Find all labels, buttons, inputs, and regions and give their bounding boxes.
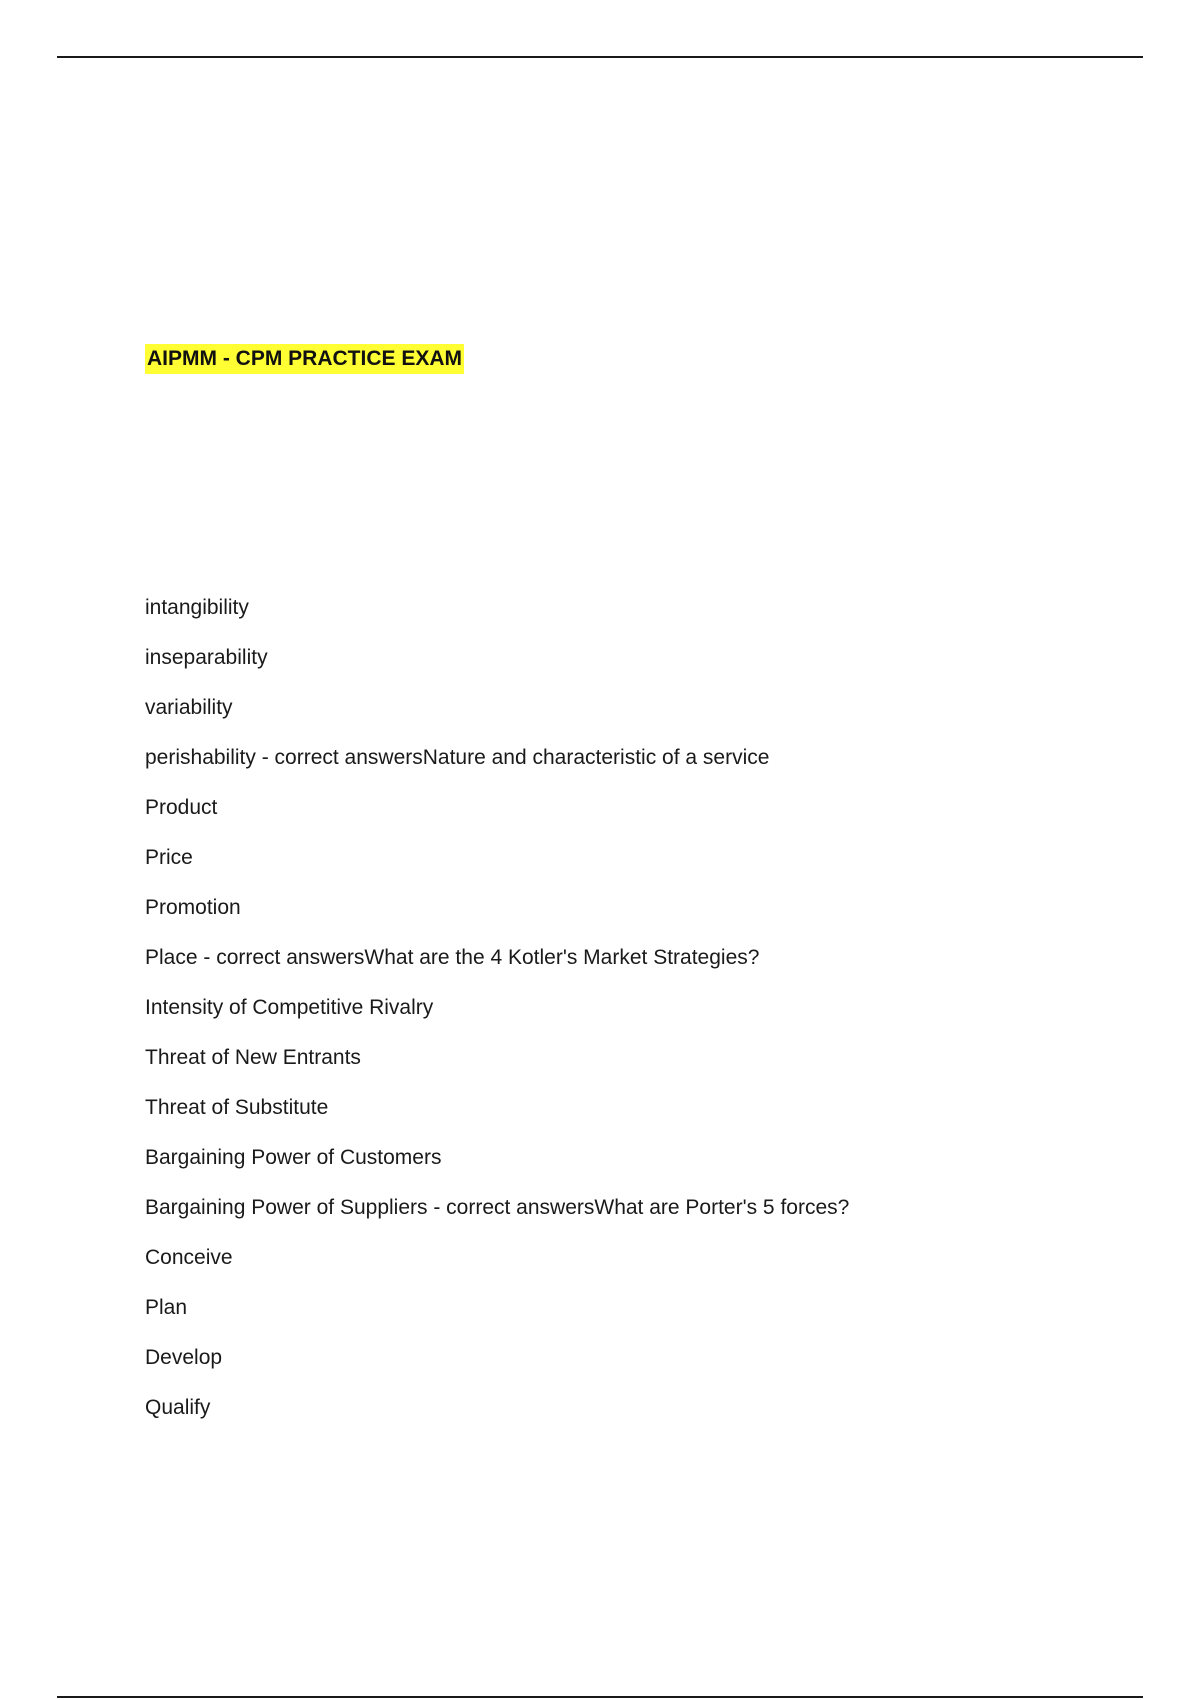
content-lines: [145, 593, 849, 1443]
text-line: Bargaining Power of Customers: [145, 1146, 442, 1169]
text-line: Plan: [145, 1296, 188, 1319]
text-line: Develop: [145, 1346, 223, 1369]
text-line: perishability - correct answersNature and characteristic of a service: [145, 746, 770, 769]
text-line: Promotion: [145, 896, 241, 919]
footer-rule: [57, 1696, 1143, 1698]
header-rule: [57, 56, 1143, 58]
text-line: Bargaining Power of Suppliers - correct answersWhat are Porter's 5 forces?: [145, 1196, 850, 1219]
text-line: Price: [145, 846, 193, 869]
text-line: Threat of New Entrants: [145, 1046, 361, 1069]
text-line: inseparability: [145, 646, 268, 669]
text-line: intangibility: [145, 596, 249, 619]
text-line: Product: [145, 796, 218, 819]
document-title: AIPMM - CPM PRACTICE EXAM: [145, 344, 464, 374]
text-line: Place - correct answersWhat are the 4 Kotler's Market Strategies?: [145, 946, 760, 969]
text-line: Qualify: [145, 1396, 211, 1419]
text-line: Intensity of Competitive Rivalry: [145, 996, 434, 1019]
text-line: Threat of Substitute: [145, 1096, 329, 1119]
text-line: Conceive: [145, 1246, 233, 1269]
text-line: variability: [145, 696, 233, 719]
